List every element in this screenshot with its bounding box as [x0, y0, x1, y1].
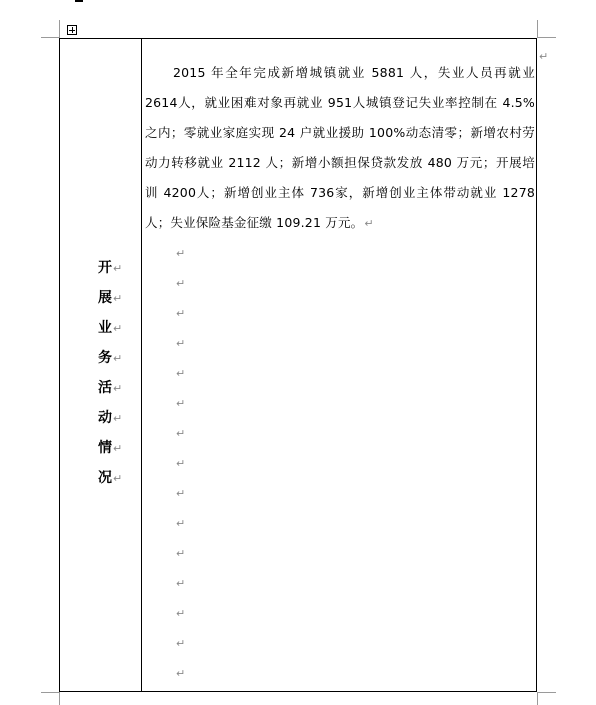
empty-paragraph-mark: ↵	[176, 607, 186, 620]
crop-mark-top-right-v	[537, 20, 538, 38]
cell-end-mark: ↵	[539, 50, 549, 63]
body-paragraph: 2015 年全年完成新增城镇就业 5881 人，失业人员再就业 2614人，就业困难对象再就业 951人城镇登记失业率控制在 4.5%之内；零就业家庭实现 24 户就业援助 100%动态清零；新增农村劳动力转移就业 2112 人；新增小额担保贷款发放 480 万元；开展培训 4200人；新增创业主体 736家，新增创业主体带动就业 1278 人；失业保险基金征缴 109.21 万元。↵	[145, 65, 535, 230]
empty-paragraph-mark: ↵	[176, 577, 186, 590]
row-label-char: 务↵	[98, 350, 123, 366]
empty-paragraph-mark: ↵	[176, 247, 186, 260]
row-label-char: 情↵	[98, 440, 123, 456]
row-label-vertical	[98, 253, 128, 493]
row-label-char: 展↵	[98, 290, 123, 306]
top-edge-mark	[75, 0, 83, 2]
crop-mark-bottom-left-h	[41, 692, 59, 693]
empty-paragraph-mark: ↵	[176, 457, 186, 470]
empty-paragraph-mark: ↵	[176, 397, 186, 410]
empty-lines	[145, 239, 535, 689]
empty-paragraph-mark: ↵	[176, 487, 186, 500]
empty-paragraph-mark: ↵	[176, 307, 186, 320]
crop-mark-bottom-right-h	[538, 692, 556, 693]
crop-mark-bottom-right-v	[537, 692, 538, 705]
table-column-divider	[141, 39, 142, 691]
empty-paragraph-mark: ↵	[176, 367, 186, 380]
row-label-char: 开↵	[98, 260, 123, 276]
empty-paragraph-mark: ↵	[176, 547, 186, 560]
empty-paragraph-mark: ↵	[176, 337, 186, 350]
table-move-handle-icon[interactable]	[67, 25, 77, 35]
crop-mark-top-left-h	[41, 37, 59, 38]
content-cell[interactable]	[145, 58, 535, 689]
row-label-char: 动↵	[98, 410, 123, 426]
empty-paragraph-mark: ↵	[176, 277, 186, 290]
empty-paragraph-mark: ↵	[176, 427, 186, 440]
crop-mark-bottom-left-v	[59, 692, 60, 705]
row-label-char: 况↵	[98, 470, 123, 486]
row-label-char: 活↵	[98, 380, 123, 396]
row-label-char: 业↵	[98, 320, 123, 336]
empty-paragraph-mark: ↵	[176, 667, 186, 680]
empty-paragraph-mark: ↵	[176, 637, 186, 650]
crop-mark-top-left-v	[59, 20, 60, 38]
crop-mark-top-right-h	[538, 37, 556, 38]
empty-paragraph-mark: ↵	[176, 517, 186, 530]
